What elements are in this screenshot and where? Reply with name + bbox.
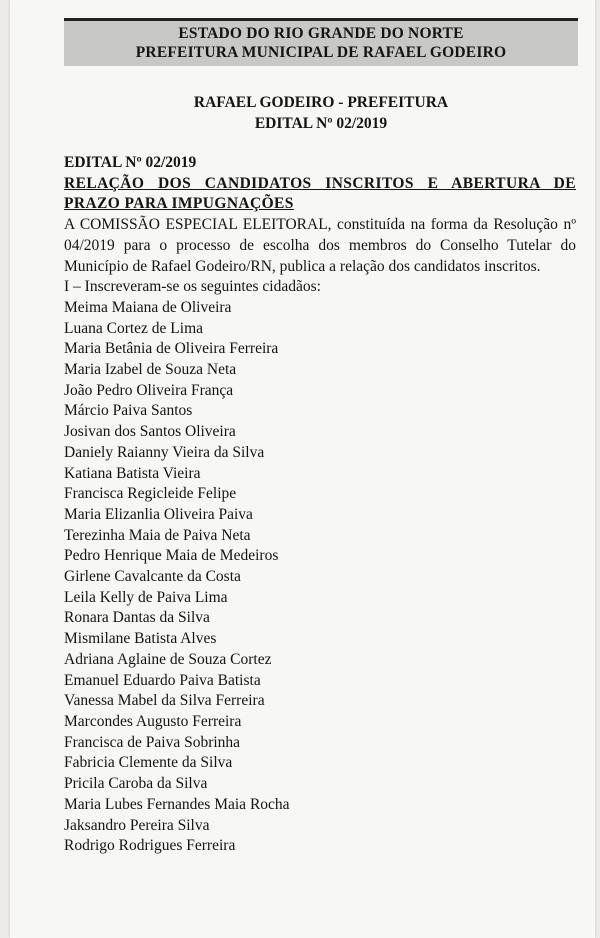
candidate-name: Luana Cortez de Lima — [64, 319, 204, 337]
candidate-name: Rodrigo Rodrigues Ferreira — [64, 837, 236, 855]
candidate-list — [64, 298, 576, 857]
candidate-name: Maria Betânia de Oliveira Ferreira — [64, 340, 279, 358]
candidate-name: Vanessa Mabel da Silva Ferreira — [64, 692, 265, 710]
candidate-name: Maria Lubes Fernandes Maia Rocha — [64, 795, 290, 813]
candidate-name: Márcio Paiva Santos — [64, 402, 193, 420]
document-subtitle — [64, 92, 578, 134]
candidate-name: Ronara Dantas da Silva — [64, 609, 210, 627]
candidate-name: Girlene Cavalcante da Costa — [64, 568, 241, 586]
candidate-name: Pricila Caroba da Silva — [64, 775, 208, 793]
candidate-name: Katiana Batista Vieira — [64, 464, 201, 482]
document-body — [64, 153, 576, 857]
candidate-name: Emanuel Eduardo Paiva Batista — [64, 671, 261, 689]
candidate-name: Mismilane Batista Alves — [64, 630, 217, 648]
candidate-name: Daniely Raianny Vieira da Silva — [64, 443, 265, 461]
candidate-name: Adriana Aglaine de Souza Cortez — [64, 650, 272, 668]
candidate-name: Maria Elizanlia Oliveira Paiva — [64, 505, 253, 523]
intro-paragraph: A COMISSÃO ESPECIAL ELEITORAL, constituída na forma da Resolução nº 04/2019 para o processo de escolha dos membros do Conselho Tutelar do Município de Rafael Godeiro/RN, publica a relação dos candidatos inscritos. — [64, 216, 576, 275]
candidate-name: Maria Izabel de Souza Neta — [64, 361, 237, 379]
candidate-name: Francisca Regicleide Felipe — [64, 485, 237, 503]
subtitle-prefeitura: RAFAEL GODEIRO - PREFEITURA — [193, 94, 449, 111]
list-intro: I – Inscreveram-se os seguintes cidadãos: — [64, 278, 321, 296]
candidate-name: Jaksandro Pereira Silva — [64, 816, 210, 834]
edital-number: EDITAL Nº 02/2019 — [64, 154, 197, 171]
document-page — [10, 0, 595, 938]
candidate-name: Marcondes Augusto Ferreira — [64, 712, 242, 730]
candidate-name: Josivan dos Santos Oliveira — [64, 423, 236, 441]
candidate-name: Terezinha Maia de Paiva Neta — [64, 526, 251, 544]
candidate-name: Pedro Henrique Maia de Medeiros — [64, 547, 279, 565]
candidate-name: João Pedro Oliveira França — [64, 381, 234, 399]
header-state-line: ESTADO DO RIO GRANDE DO NORTE — [178, 25, 464, 42]
header-banner — [64, 18, 578, 66]
subtitle-edital: EDITAL Nº 02/2019 — [254, 115, 388, 132]
candidate-name: Leila Kelly de Paiva Lima — [64, 588, 228, 606]
relation-title: RELAÇÃO DOS CANDIDATOS INSCRITOS E ABERTURA DE PRAZO PARA IMPUGNAÇÕES — [64, 174, 576, 213]
candidate-name: Meima Maiana de Oliveira — [64, 298, 232, 316]
candidate-name: Fabricia Clemente da Silva — [64, 754, 233, 772]
candidate-name: Francisca de Paiva Sobrinha — [64, 733, 241, 751]
header-prefeitura-line: PREFEITURA MUNICIPAL DE RAFAEL GODEIRO — [135, 44, 507, 61]
